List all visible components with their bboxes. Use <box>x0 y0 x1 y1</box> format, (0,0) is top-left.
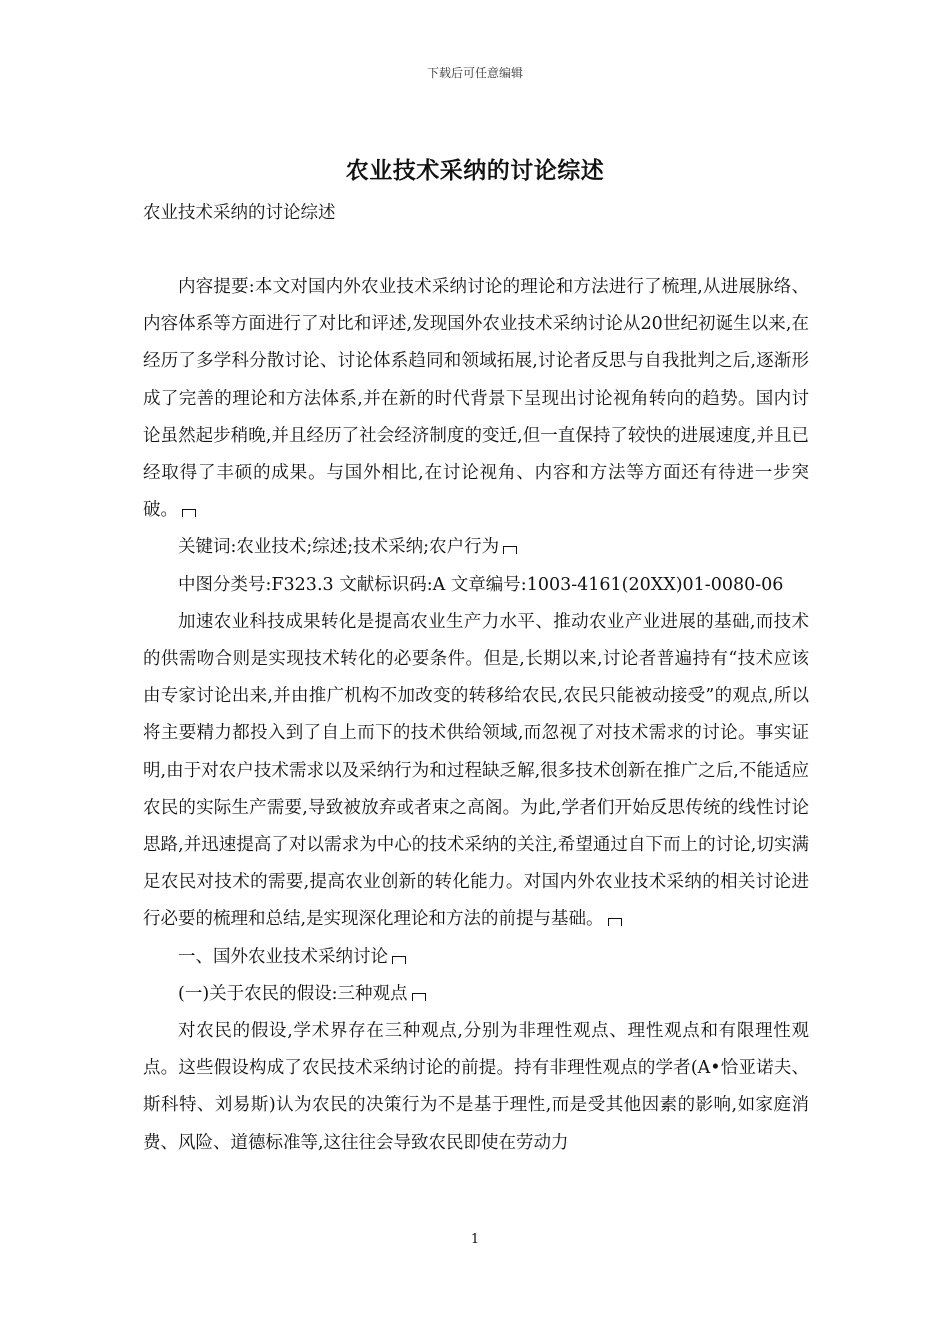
document-subtitle: 农业技术采纳的讨论综述 <box>143 203 336 223</box>
keywords-paragraph <box>143 529 809 566</box>
abstract-paragraph <box>143 269 809 529</box>
body-paragraph <box>143 1013 809 1162</box>
document-title: 农业技术采纳的讨论综述 <box>345 157 605 184</box>
paragraph-mark-icon <box>608 918 622 926</box>
paragraph-text: 一、国外农业技术采纳讨论 <box>178 946 388 967</box>
paragraph-mark-icon <box>503 546 517 554</box>
classification-paragraph <box>143 567 809 604</box>
paragraph-text: 对农民的假设,学术界存在三种观点,分别为非理性观点、理性观点和有限理性观点。这些假设构成了农民技术采纳讨论的前提。持有非理性观点的学者(A•恰亚诺夫、斯科特、刘易斯)认为农民的决策行为不是基于理性,而是受其他因素的影响,如家庭消费、风险、道德标准等,这往往会导致农民即使在劳动力 <box>143 1021 809 1153</box>
paragraph-mark-icon <box>392 956 406 964</box>
paragraph-mark-icon <box>182 509 196 517</box>
paragraph-text: 关键词:农业技术;综述;技术采纳;农户行为 <box>178 537 500 558</box>
paragraph-text: (一)关于农民的假设:三种观点 <box>178 983 408 1004</box>
section-heading <box>143 939 809 976</box>
paragraph-text: 中图分类号:F323.3 文献标识码:A 文章编号:1003-4161(20XX)01-0080-06 <box>178 574 784 595</box>
header-note: 下载后可任意编辑 <box>426 66 523 80</box>
paragraph-mark-icon <box>412 993 426 1001</box>
document-body <box>143 269 809 1162</box>
subsection-heading <box>143 976 809 1013</box>
intro-paragraph <box>143 604 809 939</box>
paragraph-text: 内容提要:本文对国内外农业技术采纳讨论的理论和方法进行了梳理,从进展脉络、内容体系等方面进行了对比和评述,发现国外农业技术采纳讨论从20世纪初诞生以来,在经历了多学科分散讨论、讨论体系趋同和领域拓展,讨论者反思与自我批判之后,逐渐形成了完善的理论和方法体系,并在新的时代背景下呈现出讨论视角转向的趋势。国内讨论虽然起步稍晚,并且经历了社会经济制度的变迁,但一直保持了较快的进展速度,并且已经取得了丰硕的成果。与国外相比,在讨论视角、内容和方法等方面还有待进一步突破。 <box>143 277 809 521</box>
page-number: 1 <box>470 1232 480 1247</box>
paragraph-text: 加速农业科技成果转化是提高农业生产力水平、推动农业产业进展的基础,而技术的供需吻合则是实现技术转化的必要条件。但是,长期以来,讨论者普遍持有“技术应该由专家讨论出来,并由推广机构不加改变的转移给农民,农民只能被动接受”的观点,所以将主要精力都投入到了自上而下的技术供给领域,而忽视了对技术需求的讨论。事实证明,由于对农户技术需求以及采纳行为和过程缺乏解,很多技术创新在推广之后,不能适应农民的实际生产需要,导致被放弃或者束之高阁。为此,学者们开始反思传统的线性讨论思路,并迅速提高了对以需求为中心的技术采纳的关注,希望通过自下而上的讨论,切实满足农民对技术的需要,提高农业创新的转化能力。对国内外农业技术采纳的相关讨论进行必要的梳理和总结,是实现深化理论和方法的前提与基础。 <box>143 611 809 930</box>
